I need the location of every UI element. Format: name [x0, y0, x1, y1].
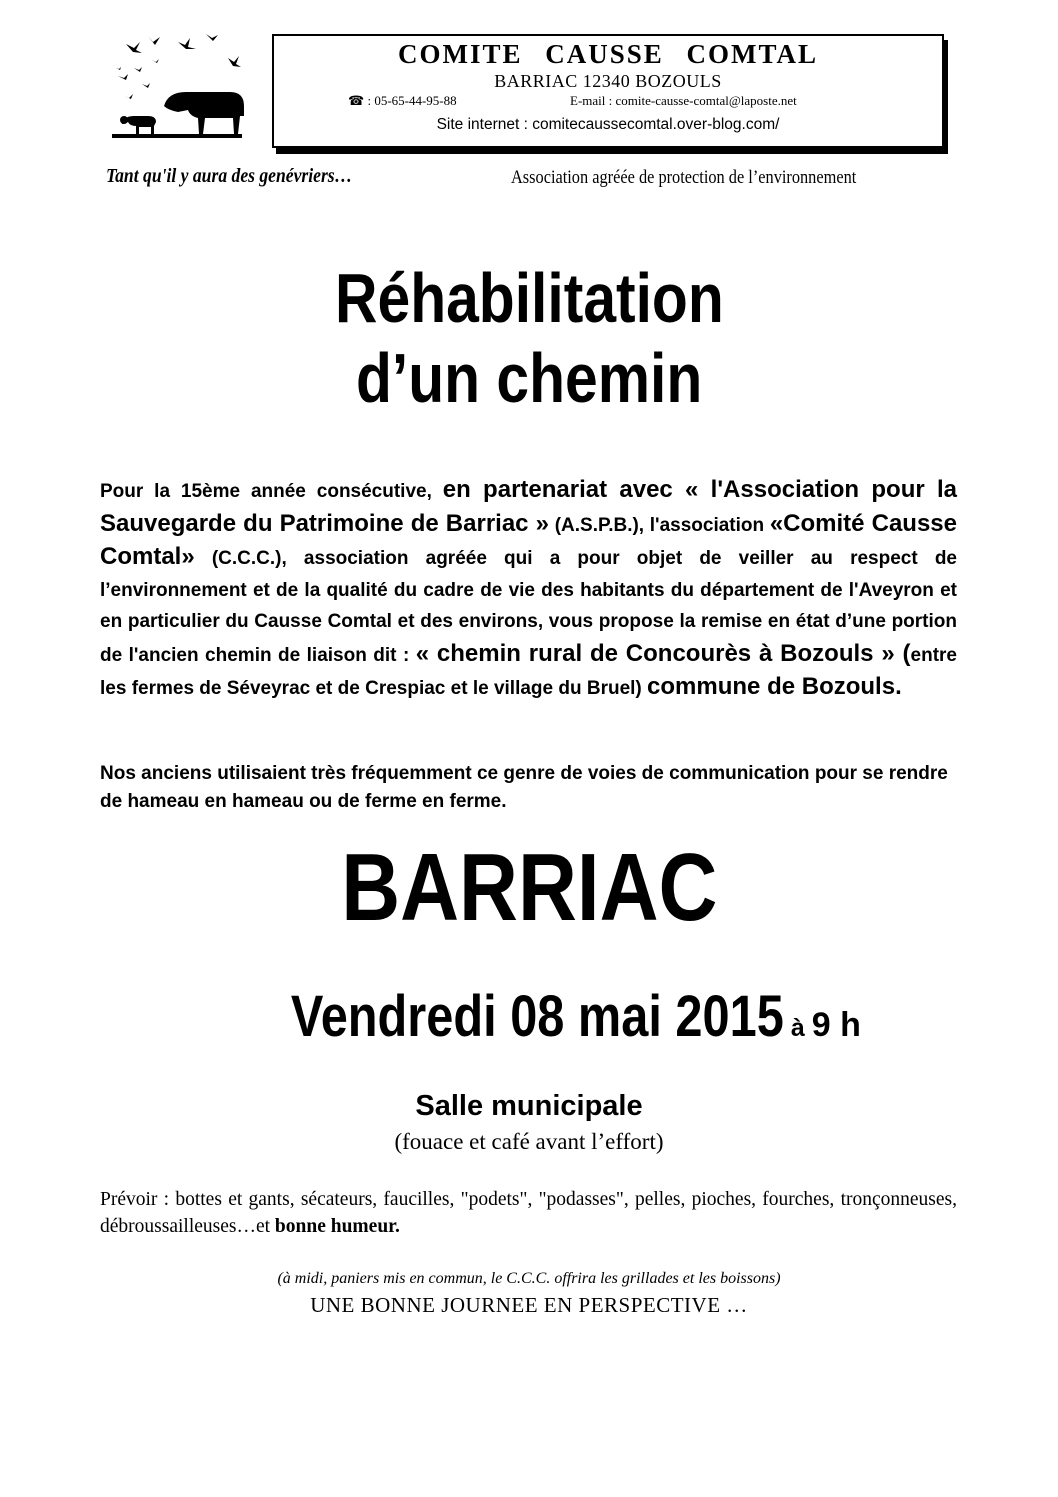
equipment-list	[100, 1186, 957, 1240]
event-place	[0, 834, 1058, 941]
tagline: Tant qu'il y aura des genévriers…	[106, 165, 353, 187]
lunch-note: (à midi, paniers mis en commun, le C.C.C. offrira les grillades et les boissons)	[277, 1270, 781, 1287]
event-at: à	[783, 1014, 812, 1042]
ccc-name: «Comité Causse Comtal»	[100, 509, 957, 570]
event-place-text: BARRIAC	[340, 834, 718, 941]
intro-sentence-1: Pour la 15ème année consécutive,	[100, 481, 443, 502]
event-date: Vendredi 08 mai 2015	[291, 984, 784, 1049]
accreditation: Association agréée de protection de l’environnement	[511, 167, 857, 188]
organization-name: COMITE CAUSSE COMTAL	[397, 39, 819, 69]
path-location: entre les fermes de Séveyrac et de Crespiac et le village du Bruel)	[100, 644, 957, 699]
event-date-line	[0, 982, 1058, 1067]
history-paragraph: Nos anciens utilisaient très fréquemment ce genre de voies de communication pour se rendre de hameau en hameau ou de ferme en ferme.	[100, 763, 948, 812]
phone-label: : 05-65-44-95-88	[367, 93, 457, 108]
website: Site internet : comitecaussecomtal.over-blog.com/	[436, 116, 780, 133]
contact-line	[274, 92, 942, 110]
event-venue: Salle municipale	[415, 1090, 643, 1122]
phone-number	[348, 92, 457, 110]
birds-and-sheep-logo-icon	[108, 30, 268, 150]
title-line-1: Réhabilitation	[334, 259, 724, 337]
title-line-2: d’un chemin	[355, 339, 703, 417]
aspb-text: (A.S.P.B.), l'association	[548, 514, 770, 536]
ccc-description: (C.C.C.), association agréée qui a pour objet de veiller au respect de l’environnement et de la qualité du cadre de vie des habitants du département de l'Aveyron et en particulier du Causse Comtal et des environs, vous propose la remise en état d’une portion de l'ancien chemin de liaison dit :	[100, 548, 957, 666]
organization-address: BARRIAC 12340 BOZOULS	[494, 71, 722, 91]
page-title	[0, 258, 1058, 418]
intro-paragraph	[100, 474, 957, 705]
commune-name: commune de Bozouls.	[647, 673, 902, 700]
partnership-text: en partenariat avec « l'Association pour la Sauvegarde du Patrimoine de Barriac »	[100, 476, 957, 537]
path-name: « chemin rural de Concourès à Bozouls » (	[415, 639, 911, 667]
equipment-text: Prévoir : bottes et gants, sécateurs, faucilles, "podets", "podasses", pelles, pioches, fourches, tronçonneuses, débroussailleuses…et	[100, 1189, 957, 1237]
telephone-icon: ☎	[348, 93, 365, 108]
slogan: UNE BONNE JOURNEE EN PERSPECTIVE …	[310, 1293, 748, 1317]
refreshments: (fouace et café avant l’effort)	[394, 1129, 664, 1154]
email-address: E-mail : comite-causse-comtal@laposte.net	[570, 93, 797, 108]
header-box	[272, 34, 944, 148]
good-mood: bonne humeur.	[274, 1216, 400, 1237]
event-hour: 9 h	[811, 1006, 861, 1044]
